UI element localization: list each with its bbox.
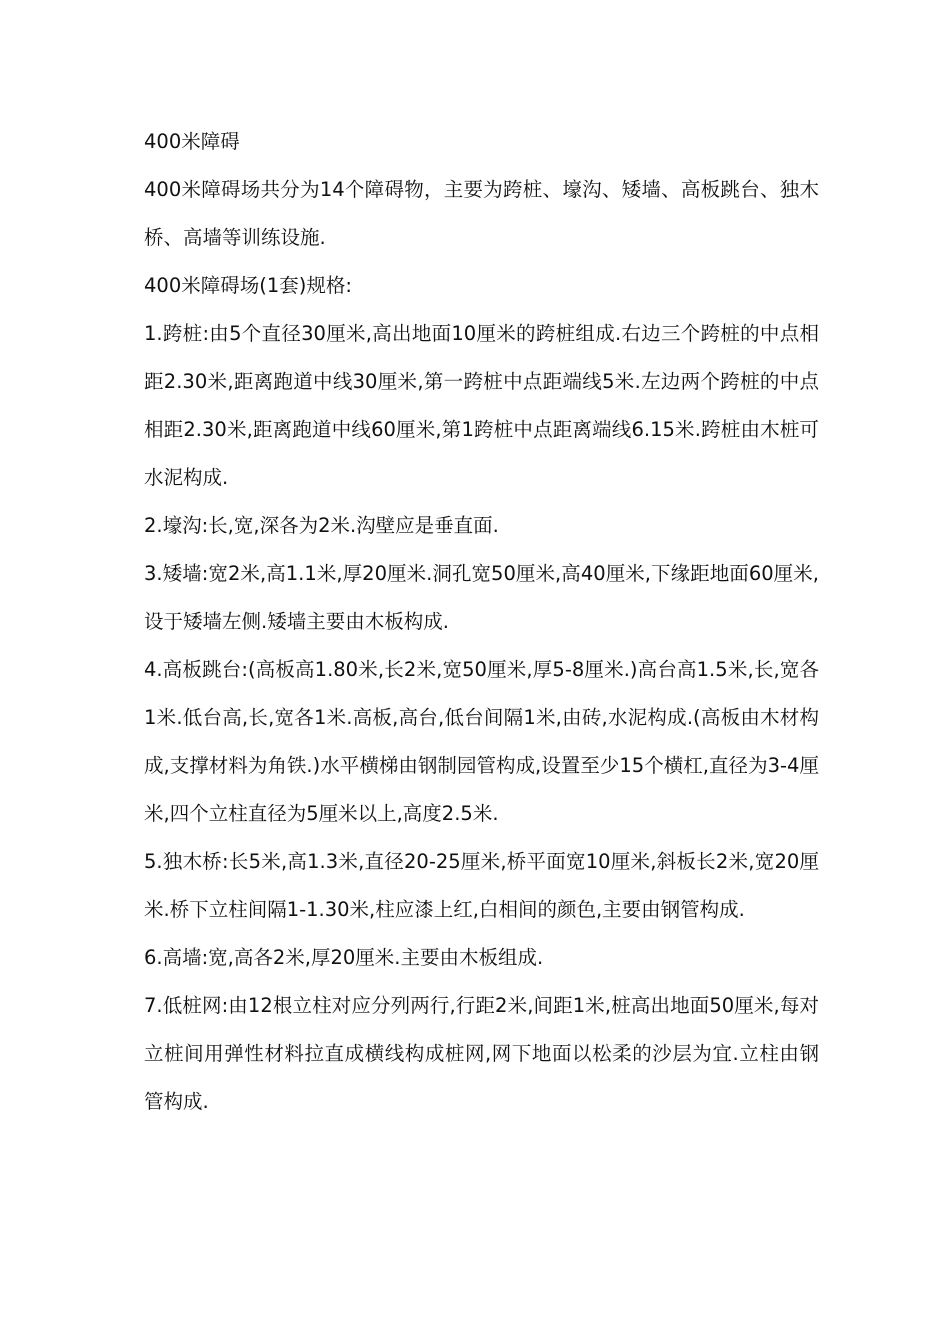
document-page <box>144 118 819 1126</box>
document-title: 400米障碍 <box>144 130 240 153</box>
spec-item-2: 2.壕沟:长,宽,深各为2米.沟壁应是垂直面. <box>144 514 499 537</box>
spec-item-5: 5.独木桥:长5米,高1.3米,直径20-25厘米,桥平面宽10厘米,斜板长2米,宽20厘米.桥下立柱间隔1-1.30米,柱应漆上红,白相间的颜色,主要由钢管构成. <box>144 850 819 921</box>
spec-item-7: 7.低桩网:由12根立柱对应分列两行,行距2米,间距1米,桩高出地面50厘米,每对立桩间用弹性材料拉直成横线构成桩网,网下地面以松柔的沙层为宜.立柱由钢管构成. <box>144 994 819 1113</box>
spec-item-3: 3.矮墙:宽2米,高1.1米,厚20厘米.洞孔宽50厘米,高40厘米,下缘距地面60厘米,设于矮墙左侧.矮墙主要由木板构成. <box>144 562 819 633</box>
spec-heading: 400米障碍场(1套)规格: <box>144 274 352 297</box>
spec-item-6: 6.高墙:宽,高各2米,厚20厘米.主要由木板组成. <box>144 946 544 969</box>
intro-paragraph: 400米障碍场共分为14个障碍物，主要为跨桩、壕沟、矮墙、高板跳台、独木桥、高墙等训练设施. <box>144 178 819 249</box>
spec-item-4: 4.高板跳台:(高板高1.80米,长2米,宽50厘米,厚5-8厘米.)高台高1.5米,长,宽各1米.低台高,长,宽各1米.高板,高台,低台间隔1米,由砖,水泥构成.(高板由木材构成,支撑材料为角铁.)水平横梯由钢制园管构成,设置至少15个横杠,直径为3-4厘米,四个立柱直径为5厘米以上,高度2.5米. <box>144 658 819 825</box>
spec-item-1: 1.跨桩:由5个直径30厘米,高出地面10厘米的跨桩组成.右边三个跨桩的中点相距2.30米,距离跑道中线30厘米,第一跨桩中点距端线5米.左边两个跨桩的中点相距2.30米,距离跑道中线60厘米,第1跨桩中点距离端线6.15米.跨桩由木桩可水泥构成. <box>144 322 819 489</box>
